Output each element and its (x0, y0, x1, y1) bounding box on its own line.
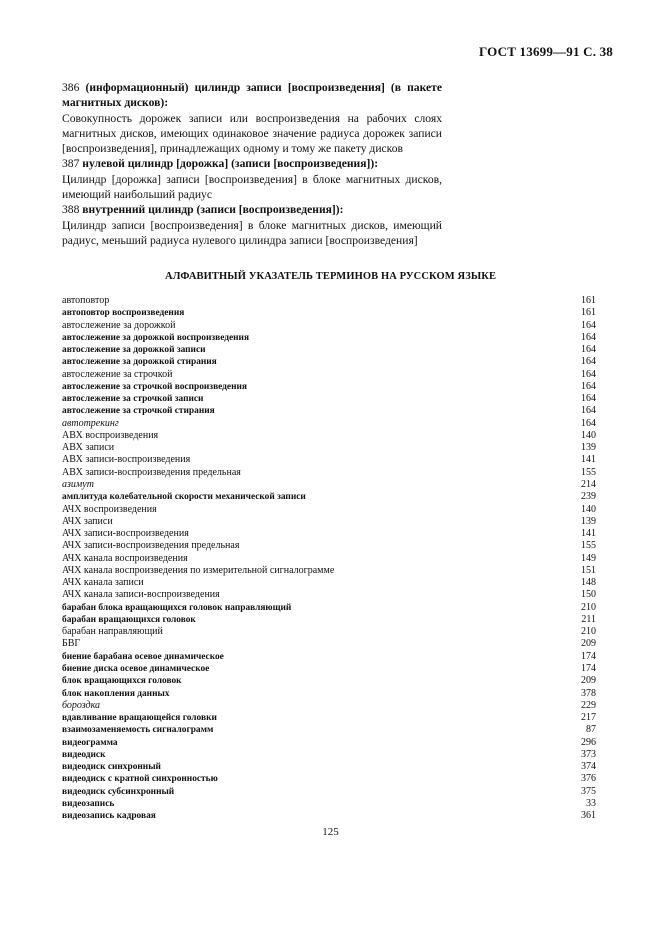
index-entry (62, 798, 596, 810)
index-entry (62, 479, 596, 491)
index-page-ref: 150 (581, 589, 596, 601)
definitions-block (62, 80, 442, 248)
index-entry (62, 749, 596, 761)
index-page-ref: 87 (586, 724, 596, 736)
index-page-ref: 161 (581, 295, 596, 306)
index-term: автослежение за строчкой стирания (62, 406, 215, 417)
index-entry (62, 663, 596, 675)
index-page-ref: 296 (581, 736, 596, 748)
index-page-ref: 375 (581, 785, 596, 797)
index-term: БВГ (62, 638, 81, 650)
index-term: автослежение за строчкой воспроизведения (62, 381, 247, 392)
index-term: амплитуда колебательной скорости механической записи (62, 492, 306, 503)
index-term: АЧХ записи-воспроизведения (62, 528, 189, 540)
index-entry (62, 675, 596, 687)
index-term: видеограмма (62, 737, 118, 748)
index-entry (62, 504, 596, 516)
index-entry (62, 491, 596, 503)
index-entry (62, 467, 596, 479)
index-page-ref: 373 (581, 748, 596, 760)
index-page-ref: 33 (586, 797, 596, 809)
index-term: АВХ записи (62, 442, 115, 454)
index-entry (62, 369, 596, 381)
index-term: АВХ записи-воспроизведения предельная (62, 466, 241, 478)
index-entry (62, 577, 596, 589)
index-page-ref: 164 (581, 331, 596, 343)
index-entry (62, 626, 596, 638)
index-term: АЧХ канала записи-воспроизведения (62, 589, 220, 601)
index-page-ref: 164 (581, 417, 596, 429)
index-page-ref: 174 (581, 650, 596, 662)
index-entry (62, 356, 596, 368)
index-entry (62, 320, 596, 332)
index-term: биение барабана осевое динамическое (62, 651, 224, 662)
index-page-ref: 155 (581, 466, 596, 478)
index-term: автослежение за строчкой (62, 368, 173, 380)
index-term: автослежение за дорожкой (62, 319, 176, 331)
index-term: АЧХ канала записи (62, 577, 144, 589)
index-term: видеозапись (62, 798, 115, 809)
index-page-ref: 140 (581, 429, 596, 441)
index-entry (62, 442, 596, 454)
index-term: АЧХ воспроизведения (62, 503, 157, 515)
index-page-ref: 174 (581, 662, 596, 674)
definition-term: нулевой цилиндр [дорожка] (записи [воспроизведения]): (82, 157, 379, 171)
index-entry (62, 565, 596, 577)
index-entry (62, 307, 596, 319)
index-entry (62, 454, 596, 466)
index-entry (62, 724, 596, 736)
index-entry (62, 344, 596, 356)
index-term: АЧХ записи-воспроизведения предельная (62, 540, 240, 552)
index-entry (62, 651, 596, 663)
definition-number: 386 (62, 81, 80, 94)
index-page-ref: 140 (581, 503, 596, 515)
index-page-ref: 164 (581, 405, 596, 417)
index-entry (62, 418, 596, 430)
index-page-ref: 149 (581, 552, 596, 564)
index-entry (62, 332, 596, 344)
page-number: 125 (322, 826, 339, 838)
index-term: блок вращающихся головок (62, 676, 182, 687)
index-entry (62, 761, 596, 773)
index-entry (62, 638, 596, 650)
index-entry (62, 810, 596, 822)
definition-number: 387 (62, 157, 80, 171)
index-entry (62, 393, 596, 405)
index-page-ref: 164 (581, 356, 596, 368)
index-entry (62, 773, 596, 785)
index-page-ref: 374 (581, 761, 596, 773)
index-page-ref: 217 (581, 712, 596, 724)
index-page-ref: 141 (581, 528, 596, 540)
index-entry (62, 553, 596, 565)
index-entry (62, 737, 596, 749)
index-page-ref: 164 (581, 344, 596, 356)
definition-text: Цилиндр [дорожка] записи [воспроизведения] в блоке магнитных дисков, имеющий наибольший радиус (62, 172, 442, 202)
index-term: автослежение за строчкой записи (62, 394, 204, 405)
index-term: автоповтор (62, 295, 110, 306)
index-page-ref: 376 (581, 773, 596, 785)
index-page-ref: 239 (581, 491, 596, 503)
definition-number: 388 (62, 203, 80, 217)
index-term: бороздка (62, 699, 101, 711)
index-term: барабан направляющий (62, 626, 163, 638)
index-page-ref: 164 (581, 393, 596, 405)
definition-text: Цилиндр записи [воспроизведения] в блоке магнитных дисков, имеющий радиус, меньший радиуса нулевого цилиндра записи [воспроизведения] (62, 218, 442, 247)
section-title: АЛФАВИТНЫЙ УКАЗАТЕЛЬ ТЕРМИНОВ НА РУССКОМ ЯЗЫКЕ (164, 271, 497, 282)
index-entry (62, 602, 596, 614)
index-term: вдавливание вращающейся головки (62, 713, 217, 724)
index-page-ref: 164 (581, 368, 596, 380)
index-page-ref: 161 (581, 307, 596, 319)
term-index (62, 295, 596, 822)
index-page-ref: 211 (581, 613, 596, 625)
index-page-ref: 141 (581, 454, 596, 466)
index-term: блок накопления данных (62, 688, 170, 699)
index-term: автослежение за дорожкой воспроизведения (62, 332, 250, 343)
index-page-ref: 164 (581, 319, 596, 331)
index-page-ref: 214 (581, 478, 596, 490)
index-term: автослежение за дорожкой стирания (62, 357, 217, 368)
index-term: биение диска осевое динамическое (62, 663, 210, 674)
definition-text: Совокупность дорожек записи или воспроизведения на рабочих слоях магнитных дисков, имеющих одинаковое значение радиуса дорожек записи [воспроизведения], принадлежащих одному и тому же пакету дисков (62, 111, 442, 156)
index-entry (62, 295, 596, 307)
index-term: АЧХ записи (62, 515, 113, 527)
index-entry (62, 786, 596, 798)
index-term: автотрекинг (62, 417, 119, 429)
index-entry (62, 688, 596, 700)
index-entry (62, 381, 596, 393)
index-term: АЧХ канала воспроизведения по измерительной сигналограмме (62, 564, 335, 576)
definition-term: внутренний цилиндр (записи [воспроизведения]): (82, 203, 344, 217)
definition-386 (62, 80, 442, 111)
index-term: барабан блока вращающихся головок направляющий (62, 602, 292, 613)
index-entry (62, 528, 596, 540)
index-term: видеодиск синхронный (62, 762, 161, 773)
index-term: АЧХ канала воспроизведения (62, 552, 188, 564)
index-term: АВХ записи-воспроизведения (62, 454, 191, 466)
index-page-ref: 210 (581, 601, 596, 613)
index-page-ref: 139 (581, 515, 596, 527)
index-term: видеозапись кадровая (62, 811, 156, 822)
index-entry (62, 589, 596, 601)
index-term: барабан вращающихся головок (62, 614, 196, 625)
definition-388 (62, 202, 442, 217)
index-entry (62, 430, 596, 442)
index-term: видеодиск субсинхронный (62, 786, 175, 797)
index-page-ref: 229 (581, 699, 596, 711)
index-term: видеодиск с кратной синхронностью (62, 774, 218, 785)
definition-term: (информационный) цилиндр записи [воспроизведения] (в пакете магнитных дисков): (62, 81, 442, 110)
index-term: АВХ воспроизведения (62, 429, 159, 441)
index-term: азимут (62, 478, 94, 490)
index-entry (62, 540, 596, 552)
index-page-ref: 210 (581, 626, 596, 638)
index-entry (62, 712, 596, 724)
index-page-ref: 361 (581, 810, 596, 822)
index-page-ref: 164 (581, 380, 596, 392)
definition-387 (62, 156, 442, 171)
index-term: автоповтор воспроизведения (62, 308, 185, 319)
index-entry (62, 405, 596, 417)
index-page-ref: 209 (581, 638, 596, 650)
index-term: взаимозаменяемость сигналограмм (62, 725, 214, 736)
index-term: видеодиск (62, 749, 106, 760)
index-page-ref: 148 (581, 577, 596, 589)
index-entry (62, 614, 596, 626)
index-page-ref: 378 (581, 687, 596, 699)
index-page-ref: 139 (581, 442, 596, 454)
index-page-ref: 209 (581, 675, 596, 687)
index-page-ref: 151 (581, 564, 596, 576)
index-entry (62, 700, 596, 712)
document-header: ГОСТ 13699—91 С. 38 (479, 44, 613, 59)
index-entry (62, 516, 596, 528)
index-page-ref: 155 (581, 540, 596, 552)
index-term: автослежение за дорожкой записи (62, 345, 206, 356)
